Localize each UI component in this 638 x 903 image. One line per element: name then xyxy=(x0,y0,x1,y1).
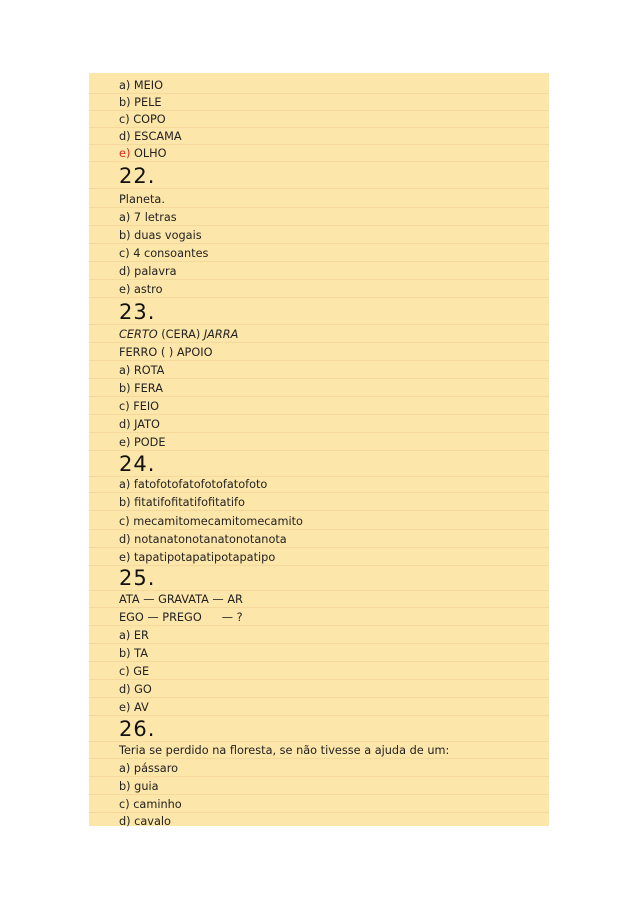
option-a: a) ER xyxy=(89,627,549,644)
question-line: FERRO ( ) APOIO xyxy=(89,344,549,361)
option-e-text: OLHO xyxy=(130,147,167,160)
option-e-letter: e) xyxy=(119,147,131,160)
word-jarra: JARRA xyxy=(203,328,239,341)
line-part: EGO — PREGO xyxy=(119,611,202,624)
option-e: e) AV xyxy=(89,699,549,716)
option-b: b) FERA xyxy=(89,380,549,397)
option-b: b) TA xyxy=(89,645,549,662)
option-d: d) notanatonotanatonotanota xyxy=(89,531,549,548)
question-number-25: 25. xyxy=(89,565,549,591)
option-e: e) tapatipotapatipotapatipo xyxy=(89,549,549,566)
option-c: c) GE xyxy=(89,663,549,680)
option-a: a) ROTA xyxy=(89,362,549,379)
option-b: b) PELE xyxy=(89,94,549,111)
option-d: d) cavalo xyxy=(119,815,171,828)
option-a: a) 7 letras xyxy=(89,209,549,226)
option-a: a) MEIO xyxy=(89,77,549,94)
question-number-22: 22. xyxy=(89,163,549,189)
quiz-page xyxy=(89,73,549,826)
question-line xyxy=(89,326,549,343)
option-e: e) astro xyxy=(89,281,549,298)
option-d: d) GO xyxy=(89,681,549,698)
word-certo: CERTO xyxy=(119,328,158,341)
option-c: c) 4 consoantes xyxy=(89,245,549,262)
question-number-26: 26. xyxy=(89,716,549,742)
line-part: — ? xyxy=(221,611,243,624)
option-d: d) palavra xyxy=(89,263,549,280)
option-e: e) PODE xyxy=(89,434,549,451)
option-b: b) duas vogais xyxy=(89,227,549,244)
option-a: a) pássaro xyxy=(89,760,549,777)
option-d: d) ESCAMA xyxy=(89,128,549,145)
word-cera: (CERA) xyxy=(157,328,204,341)
option-c: c) caminho xyxy=(89,796,549,813)
option-a: a) fatofotofatofotofatofoto xyxy=(89,476,549,493)
option-c: c) COPO xyxy=(89,111,549,128)
option-b: b) fitatifofitatifofitatifo xyxy=(89,494,549,511)
question-line: ATA — GRAVATA — AR xyxy=(89,591,549,608)
option-e xyxy=(89,145,549,162)
question-line xyxy=(89,609,549,626)
question-number-24: 24. xyxy=(89,451,549,477)
option-c: c) mecamitomecamitomecamito xyxy=(89,513,549,530)
option-c: c) FEIO xyxy=(89,398,549,415)
question-number-23: 23. xyxy=(89,299,549,325)
question-prompt: Planeta. xyxy=(89,191,549,208)
question-prompt: Teria se perdido na floresta, se não tivesse a ajuda de um: xyxy=(89,742,549,759)
option-b: b) guia xyxy=(89,778,549,795)
option-d: d) JATO xyxy=(89,416,549,433)
